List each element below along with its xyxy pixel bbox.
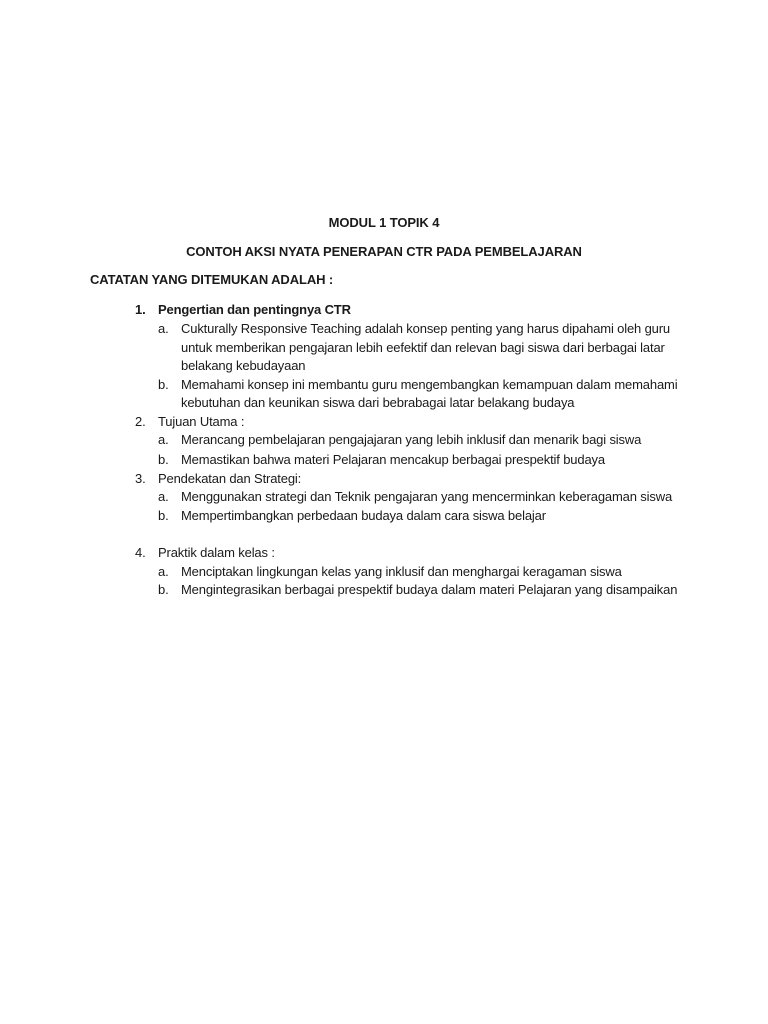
item-letter: b. [158,508,169,523]
item-text-line: untuk memberikan pengajaran lebih eefektif dan relevan bagi siswa dari berbagai latar [181,339,665,355]
section-number: 3. [135,470,146,486]
section-number: 1. [135,302,146,317]
item-text-line: kebutuhan dan keunikan siswa dari bebrabagai latar belakang budaya [181,395,575,410]
item-letter: a. [158,489,169,504]
item-letter: b. [158,376,169,392]
notes-heading: CATATAN YANG DITEMUKAN ADALAH : [90,272,334,287]
section-label: Pendekatan dan Strategi: [158,470,302,486]
section-label: Praktik dalam kelas : [158,545,275,560]
item-letter: b. [158,452,169,467]
section-label: Pengertian dan pentingnya CTR [158,302,351,317]
item-letter: a. [158,432,169,447]
item-text-line: Memastikan bahwa materi Pelajaran mencakup berbagai prespektif budaya [181,452,605,467]
item-text-line: Cukturally Responsive Teaching adalah konsep penting yang harus dipahami oleh guru [181,321,671,336]
item-text-line: Menggunakan strategi dan Teknik pengajaran yang mencerminkan keberagaman siswa [181,489,673,504]
document-title: MODUL 1 TOPIK 4 [328,215,440,230]
section-number: 4. [135,545,146,560]
section-number: 2. [135,413,146,429]
item-text-line: Menciptakan lingkungan kelas yang inklusif dan menghargai keragaman siswa [181,563,622,579]
item-text-line: Merancang pembelajaran pengajajaran yang lebih inklusif dan menarik bagi siswa [181,432,642,447]
item-letter: b. [158,582,169,597]
item-letter: a. [158,321,169,336]
item-text-line: Mempertimbangkan perbedaan budaya dalam cara siswa belajar [181,508,546,523]
item-letter: a. [158,563,169,579]
item-text-line: Memahami konsep ini membantu guru mengembangkan kemampuan dalam memahami [181,376,678,392]
document-subtitle: CONTOH AKSI NYATA PENERAPAN CTR PADA PEMBELAJARAN [186,244,582,259]
item-text-line: belakang kebudayaan [181,358,306,373]
section-label: Tujuan Utama : [158,413,245,429]
item-text-line: Mengintegrasikan berbagai prespektif budaya dalam materi Pelajaran yang disampaikan [181,582,678,597]
